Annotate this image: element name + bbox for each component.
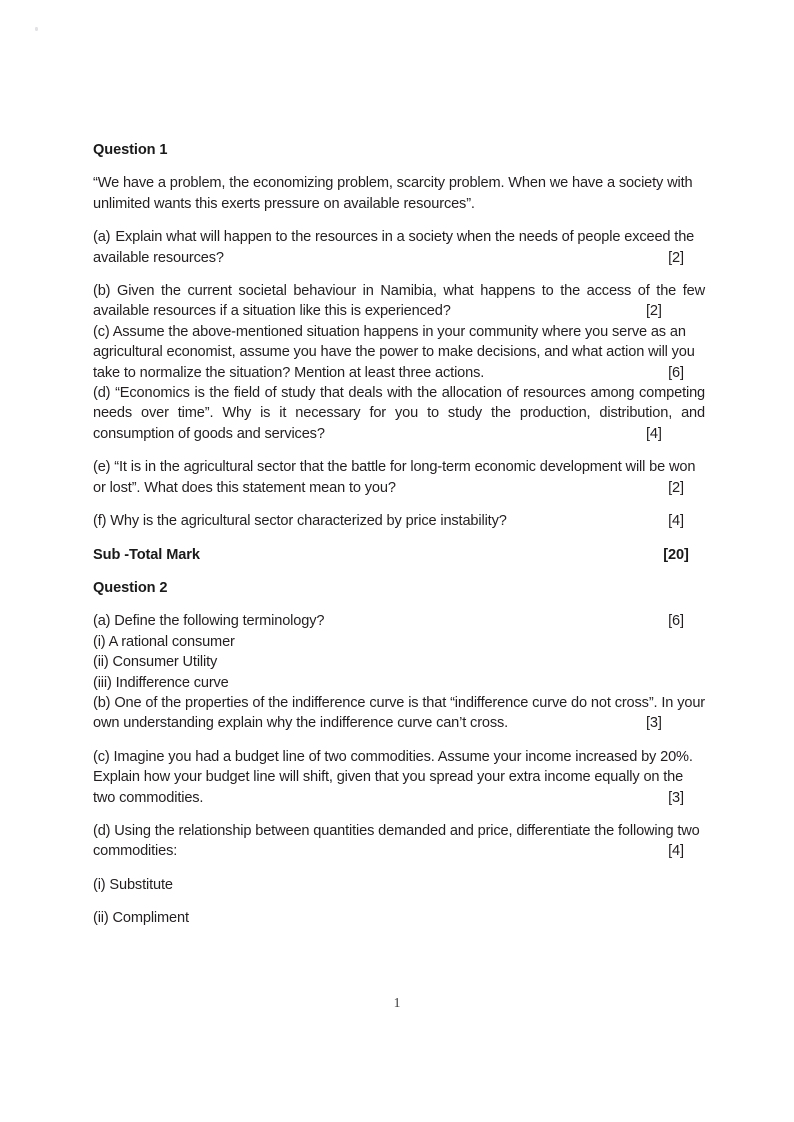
part-f-mark: [4]	[668, 513, 684, 530]
page-number: 1	[393, 995, 401, 1010]
q2-part-b-mark: [3]	[646, 715, 662, 732]
q2-part-b-text: One of the properties of the indifference curve is that “indifference curve do not cross”. In your own understanding explain why the indifference curve can’t cross.	[93, 694, 705, 732]
question-1-part-a	[93, 227, 705, 268]
part-a-text: Explain what will happen to the resources in a society when the needs of people exceed the available resources?	[93, 229, 695, 266]
part-e-label: (e)	[93, 459, 111, 476]
scan-artifact-speck	[35, 27, 38, 31]
document-body	[93, 140, 705, 929]
question-2-part-d	[93, 821, 705, 862]
part-b-text: Given the current societal behaviour in Namibia, what happens to the access of the few available resources if a situation like this is experienced?	[93, 283, 706, 320]
part-c-label: (c)	[93, 323, 110, 340]
part-f-label: (f)	[93, 513, 107, 530]
question-1-subtotal	[93, 545, 705, 565]
q2-part-a-item-i: (i) A rational consumer	[93, 633, 235, 650]
question-1-heading: Question 1	[93, 142, 168, 158]
q2-part-d-item-ii: (ii) Compliment	[93, 910, 189, 927]
q2-part-d-text: Using the relationship between quantities demanded and price, differentiate the following two commodities:	[93, 822, 700, 860]
question-1-part-b	[93, 281, 705, 322]
part-d-label: (d)	[93, 385, 111, 402]
part-f-text: Why is the agricultural sector characterized by price instability?	[110, 513, 507, 530]
question-2-part-c	[93, 747, 705, 808]
part-c-mark: [6]	[668, 364, 684, 381]
part-e-text: “It is in the agricultural sector that the battle for long-term economic development will be won or lost”. What does this statement mean to you?	[93, 459, 696, 496]
q2-part-a-text: Define the following terminology?	[114, 613, 325, 630]
part-a-label: (a)	[93, 229, 111, 246]
q2-part-a-mark: [6]	[668, 613, 684, 630]
q2-part-d-item-i: (i) Substitute	[93, 876, 173, 893]
q2-part-d-label: (d)	[93, 822, 111, 839]
question-1-part-f	[93, 511, 705, 531]
question-2-part-b	[93, 693, 705, 734]
subtotal-mark: [20]	[663, 546, 689, 563]
q2-part-d-mark: [4]	[668, 843, 684, 860]
q2-part-a-item-iii: (iii) Indifference curve	[93, 674, 229, 691]
question-1-part-e	[93, 457, 705, 498]
part-c-text: Assume the above-mentioned situation happens in your community where you serve as an agricultural economist, assume you have the power to make decisions, and what action will you take to normalize the situation? Mention at least three actions.	[93, 323, 695, 381]
part-d-text: “Economics is the field of study that deals with the allocation of resources among competing needs over time”. Why is it necessary for you to study the production, distribution, and consumption of goods and services?	[93, 385, 706, 442]
q2-part-c-label: (c)	[93, 748, 110, 765]
q2-part-a-item-ii: (ii) Consumer Utility	[93, 654, 218, 671]
q2-part-b-label: (b)	[93, 694, 111, 711]
part-b-mark: [2]	[646, 303, 662, 320]
question-1-part-d	[93, 383, 705, 444]
question-1-part-c	[93, 322, 705, 383]
question-2-heading: Question 2	[93, 579, 168, 596]
part-d-mark: [4]	[646, 425, 662, 442]
q2-part-a-label: (a)	[93, 613, 111, 630]
q2-part-c-text: Imagine you had a budget line of two commodities. Assume your income increased by 20%. Explain how your budget line will shift, given that you spread your extra income equally on the two commodities.	[93, 748, 693, 806]
question-2-part-a	[93, 611, 705, 631]
part-e-mark: [2]	[668, 479, 684, 496]
subtotal-label: Sub -Total Mark	[93, 546, 200, 563]
q2-part-c-mark: [3]	[668, 789, 684, 806]
question-1-intro: “We have a problem, the economizing problem, scarcity problem. When we have a society with unlimited wants this exerts pressure on available resources”.	[93, 175, 693, 212]
part-a-mark: [2]	[668, 249, 684, 266]
part-b-label: (b)	[93, 283, 111, 300]
